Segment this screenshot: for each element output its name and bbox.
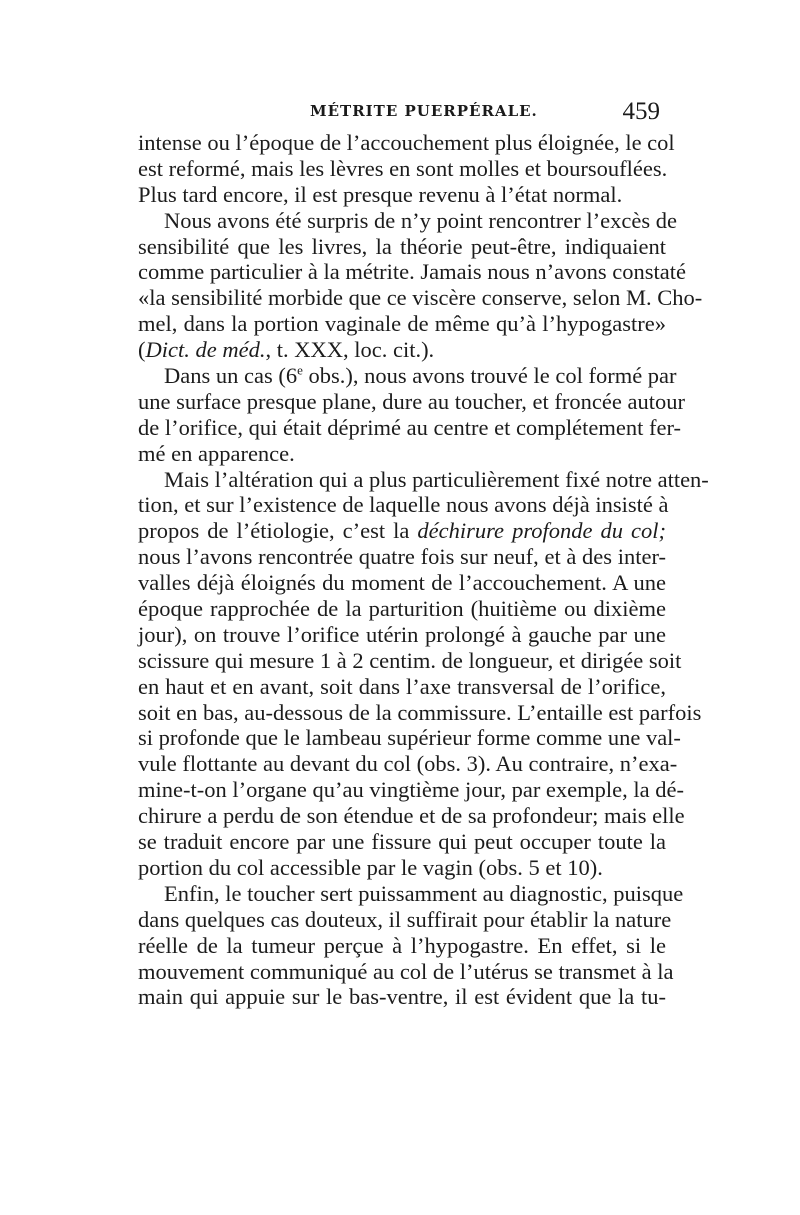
text-line: mel, dans la portion vaginale de même qu’à l’hypogastre» xyxy=(138,311,666,337)
text-line: valles déjà éloignés du moment de l’accouchement. A une xyxy=(138,570,666,596)
text-line: soit en bas, au-dessous de la commissure. L’entaille est parfois xyxy=(138,699,702,725)
text-line: jour), on trouve l’orifice utérin prolongé à gauche par une xyxy=(138,621,666,647)
text-line: Plus tard encore, il est presque revenu à l’état normal. xyxy=(138,181,623,207)
text-line: une surface presque plane, dure au toucher, et froncée autour xyxy=(138,388,685,414)
observation-text-a: Dans un cas (6 xyxy=(164,363,298,389)
text-line: si profonde que le lambeau supérieur forme comme une val- xyxy=(138,725,681,751)
text-line: «la sensibilité morbide que ce viscère conserve, selon M. Cho- xyxy=(138,285,703,311)
citation-open: ( xyxy=(138,337,146,363)
running-title: MÉTRITE PUERPÉRALE. xyxy=(310,102,538,120)
emphasis-italic: déchirure profonde du col; xyxy=(417,518,666,544)
text-line: Nous avons été surpris de n’y point rencontrer l’excès de xyxy=(164,207,677,233)
observation-text-b: obs.), nous avons trouvé le col formé par xyxy=(302,363,677,389)
text-line: intense ou l’époque de l’accouchement plus éloignée, le col xyxy=(138,130,675,155)
emphasis-lead: propos de l’étiologie, c’est la xyxy=(138,518,418,544)
text-line: Mais l’altération qui a plus particulièrement fixé notre atten- xyxy=(164,466,709,492)
body-text xyxy=(138,130,709,1010)
text-line-citation xyxy=(138,337,666,363)
text-line: vule flottante au devant du col (obs. 3). Au contraire, n’exa- xyxy=(138,751,678,777)
text-line: Enfin, le toucher sert puissamment au diagnostic, puisque xyxy=(164,880,684,906)
page-number: 459 xyxy=(622,98,660,125)
text-line: dans quelques cas douteux, il suffirait pour établir la nature xyxy=(138,906,672,932)
text-line-emphasis xyxy=(138,518,666,544)
text-line: tion, et sur l’existence de laquelle nous avons déjà insisté à xyxy=(138,492,669,518)
text-line: mouvement communiqué au col de l’utérus se transmet à la xyxy=(138,958,674,984)
text-line: main qui appuie sur le bas-ventre, il est évident que la tu- xyxy=(138,984,666,1010)
text-line: mine-t-on l’organe qu’au vingtième jour, par exemple, la dé- xyxy=(138,777,684,803)
text-line: mé en apparence. xyxy=(138,440,295,466)
text-line: en haut et en avant, soit dans l’axe transversal de l’orifice, xyxy=(138,673,666,699)
running-head xyxy=(140,98,660,126)
ordinal-superscript: e xyxy=(297,362,303,378)
text-line: chirure a perdu de son étendue et de sa profondeur; mais elle xyxy=(138,803,685,829)
text-line: époque rapprochée de la parturition (huitième ou dixième xyxy=(138,596,666,622)
text-line: sensibilité que les livres, la théorie peut-être, indiquaient xyxy=(138,233,666,259)
text-line: nous l’avons rencontrée quatre fois sur neuf, et à des inter- xyxy=(138,544,666,570)
text-line: se traduit encore par une fissure qui peut occuper toute la xyxy=(138,829,666,855)
text-line-observation xyxy=(138,362,677,389)
text-line: est reformé, mais les lèvres en sont molles et boursouflées. xyxy=(138,155,668,181)
citation-rest: , t. XXX, loc. cit.). xyxy=(265,337,435,363)
text-line: comme particulier à la métrite. Jamais nous n’avons constaté xyxy=(138,259,686,285)
text-line: scissure qui mesure 1 à 2 centim. de longueur, et dirigée soit xyxy=(138,647,682,673)
citation-title: Dict. de méd. xyxy=(145,337,266,363)
text-line: portion du col accessible par le vagin (obs. 5 et 10). xyxy=(138,854,603,880)
text-line: de l’orifice, qui était déprimé au centre et complétement fer- xyxy=(138,414,682,440)
text-line: réelle de la tumeur perçue à l’hypogastre. En effet, si le xyxy=(138,932,666,958)
